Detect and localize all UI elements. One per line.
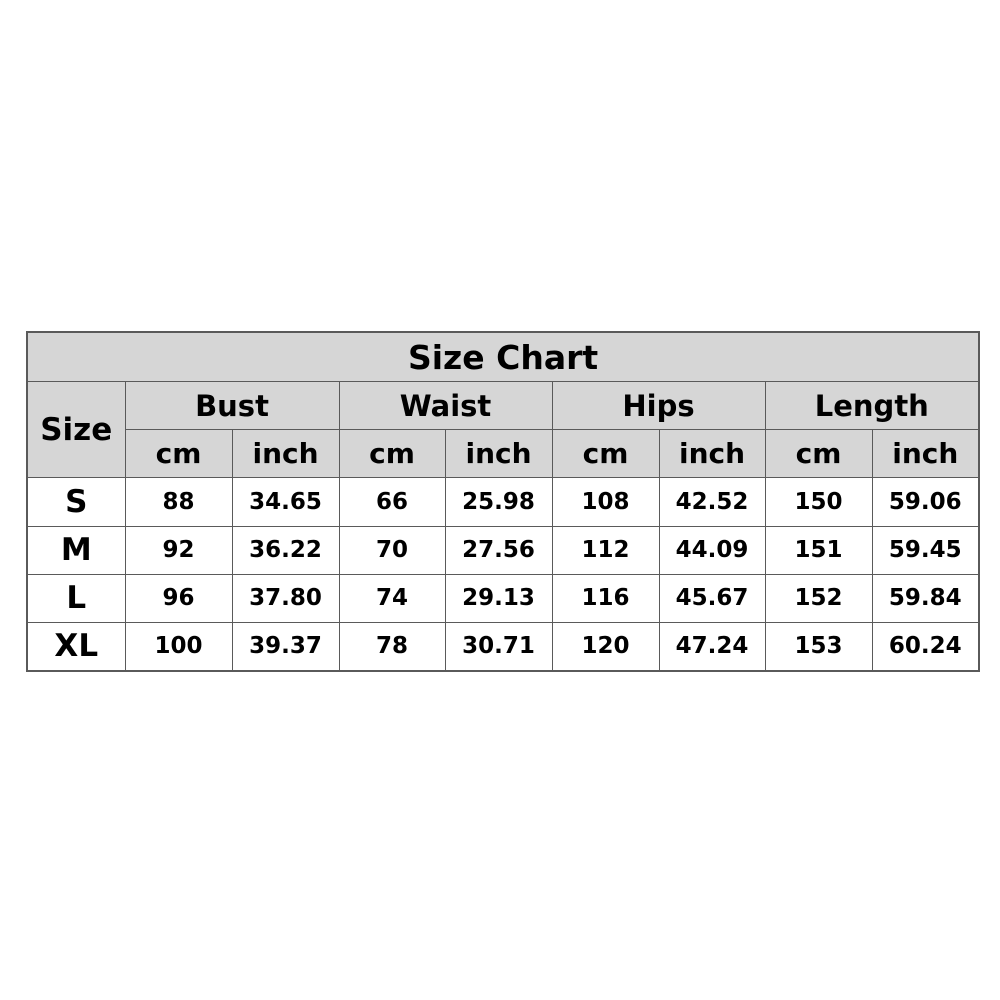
unit-header: inch	[232, 430, 339, 478]
chart-title: Size Chart	[27, 332, 979, 382]
table-cell: 37.80	[232, 574, 339, 622]
unit-header-row	[27, 430, 979, 478]
table-cell: 27.56	[445, 526, 552, 574]
unit-header: cm	[552, 430, 659, 478]
table-cell: 70	[339, 526, 445, 574]
group-header-hips: Hips	[552, 382, 765, 430]
table-row	[27, 574, 979, 622]
table-cell: 44.09	[659, 526, 765, 574]
title-row	[27, 332, 979, 382]
table-row	[27, 622, 979, 671]
unit-header: cm	[339, 430, 445, 478]
unit-header: inch	[872, 430, 979, 478]
group-header-bust: Bust	[125, 382, 339, 430]
table-cell: 47.24	[659, 622, 765, 671]
table-cell: 100	[125, 622, 232, 671]
table-row	[27, 526, 979, 574]
size-label: L	[27, 574, 125, 622]
table-cell: 74	[339, 574, 445, 622]
group-header-length: Length	[765, 382, 979, 430]
table-cell: 108	[552, 478, 659, 526]
table-cell: 45.67	[659, 574, 765, 622]
table-cell: 25.98	[445, 478, 552, 526]
table-cell: 112	[552, 526, 659, 574]
table-cell: 151	[765, 526, 872, 574]
table-cell: 30.71	[445, 622, 552, 671]
table-cell: 152	[765, 574, 872, 622]
table-cell: 120	[552, 622, 659, 671]
table-cell: 36.22	[232, 526, 339, 574]
table-cell: 153	[765, 622, 872, 671]
group-header-row	[27, 382, 979, 430]
table-cell: 42.52	[659, 478, 765, 526]
unit-header: inch	[659, 430, 765, 478]
table-cell: 34.65	[232, 478, 339, 526]
table-cell: 60.24	[872, 622, 979, 671]
table-cell: 88	[125, 478, 232, 526]
unit-header: cm	[125, 430, 232, 478]
table-cell: 59.06	[872, 478, 979, 526]
table-cell: 78	[339, 622, 445, 671]
size-label: M	[27, 526, 125, 574]
table-cell: 29.13	[445, 574, 552, 622]
group-header-waist: Waist	[339, 382, 552, 430]
table-cell: 150	[765, 478, 872, 526]
size-label: S	[27, 478, 125, 526]
table-cell: 39.37	[232, 622, 339, 671]
table-cell: 96	[125, 574, 232, 622]
unit-header: cm	[765, 430, 872, 478]
size-chart-table	[26, 331, 980, 672]
table-cell: 59.45	[872, 526, 979, 574]
unit-header: inch	[445, 430, 552, 478]
table-cell: 116	[552, 574, 659, 622]
table-cell: 92	[125, 526, 232, 574]
table-row	[27, 478, 979, 526]
table-cell: 66	[339, 478, 445, 526]
table-cell: 59.84	[872, 574, 979, 622]
size-label: XL	[27, 622, 125, 671]
size-column-header: Size	[27, 382, 125, 478]
